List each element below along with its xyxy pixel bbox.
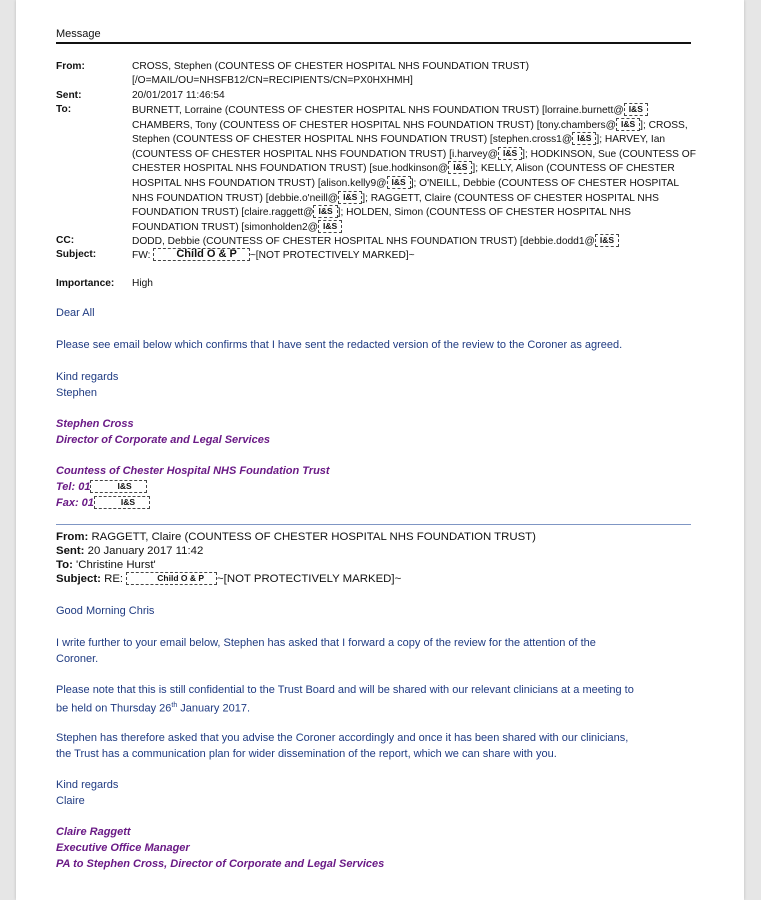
sent-value: 20/01/2017 11:46:54 xyxy=(132,90,225,101)
recipient-text: FOUNDATION TRUST) [claire.raggett@ xyxy=(132,207,314,219)
subject-suffix: ~[NOT PROTECTIVELY MARKED]~ xyxy=(249,250,415,261)
to-recipient-line xyxy=(132,118,692,134)
message-paragraph: Please see email below which confirms that I have sent the redacted version of the review to the Coroner as agreed. xyxy=(56,339,623,351)
to-recipient-line xyxy=(132,103,692,119)
recipient-text: (COUNTESS OF CHESTER HOSPITAL NHS FOUNDATION TRUST) [i.harvey@ xyxy=(132,148,498,160)
fw-paragraph2-line1: Please note that this is still confidential to the Trust Board and will be shared with our relevant clinicians at a meeting to xyxy=(56,684,634,696)
fw-closing-name: Claire xyxy=(56,795,85,807)
fw-para2-text: be held on Thursday 26 xyxy=(56,702,172,715)
fw-subject-suffix: ~[NOT PROTECTIVELY MARKED]~ xyxy=(217,573,402,585)
fw-paragraph1-line1: I write further to your email below, Stephen has asked that I forward a copy of the review for the attention of the xyxy=(56,637,596,649)
ordinal-suffix: th xyxy=(171,702,178,709)
redaction-box: I&S xyxy=(387,176,411,189)
redaction-box: I&S xyxy=(498,147,522,160)
recipient-text-tail: ]; HARVEY, Ian xyxy=(596,134,666,146)
fw-sent-value: 20 January 2017 11:42 xyxy=(87,545,204,557)
redaction-box: I&S xyxy=(338,191,362,204)
closing-name: Stephen xyxy=(56,387,97,399)
redaction-box: I&S xyxy=(595,234,619,247)
heading-rule xyxy=(56,42,691,44)
document-page xyxy=(16,0,744,900)
signature-fax xyxy=(56,495,150,511)
recipient-text: NHS FOUNDATION TRUST) [debbie.o'neill@ xyxy=(132,192,339,204)
subject-value xyxy=(132,248,692,264)
recipient-text: CHAMBERS, Tony (COUNTESS OF CHESTER HOSPITAL NHS FOUNDATION TRUST) [tony.chambers@ xyxy=(132,119,616,131)
to-label: To: xyxy=(56,104,72,115)
subject-label: Subject: xyxy=(56,249,97,260)
recipient-text: FOUNDATION TRUST) [simonholden2@ xyxy=(132,221,319,233)
fw-signature-pa: PA to Stephen Cross, Director of Corporate and Legal Services xyxy=(56,858,385,870)
message-heading: Message xyxy=(56,28,101,40)
redaction-box: I&S xyxy=(94,496,150,509)
signature-title: Director of Corporate and Legal Services xyxy=(56,434,270,446)
fw-greeting: Good Morning Chris xyxy=(56,605,155,617)
sent-label: Sent: xyxy=(56,90,82,101)
forwarded-from xyxy=(56,530,536,545)
fax-label: Fax: 01 xyxy=(56,497,94,509)
importance-label: Importance: xyxy=(56,278,115,289)
signature-tel xyxy=(56,479,147,495)
forwarded-to xyxy=(56,558,156,573)
recipient-text: CHESTER HOSPITAL NHS FOUNDATION TRUST) [sue.hodkinson@ xyxy=(132,163,449,175)
to-recipient-line xyxy=(132,176,692,192)
redaction-box: I&S xyxy=(313,205,337,218)
fw-from-label: From: xyxy=(56,531,89,543)
importance-value: High xyxy=(132,278,153,289)
recipient-text-tail: ]; HODKINSON, Sue (COUNTESS OF xyxy=(522,148,696,160)
to-recipient-line xyxy=(132,191,692,207)
to-recipient-line xyxy=(132,132,692,148)
from-label: From: xyxy=(56,61,85,72)
redaction-box: I&S xyxy=(90,480,146,493)
forward-divider xyxy=(56,524,691,525)
cc-label: CC: xyxy=(56,235,75,246)
fw-para2-text-tail: January 2017. xyxy=(177,702,251,715)
recipient-text-tail: ]; CROSS, xyxy=(640,119,688,131)
fw-subject-label: Subject: xyxy=(56,573,101,585)
fw-paragraph2-line2 xyxy=(56,698,696,717)
to-recipient-line xyxy=(132,147,696,163)
greeting: Dear All xyxy=(56,307,95,319)
signature-name: Stephen Cross xyxy=(56,418,134,430)
fw-signature-title: Executive Office Manager xyxy=(56,842,190,854)
forwarded-subject xyxy=(56,572,401,587)
fw-subject-redaction-box: Child O & P xyxy=(126,572,217,585)
fw-to-value: 'Christine Hurst' xyxy=(76,559,156,571)
recipient-text-tail: ]; O'NEILL, Debbie (COUNTESS OF CHESTER HOSPITAL xyxy=(410,178,680,189)
redaction-box: I&S xyxy=(318,220,342,233)
fw-paragraph3-line1: Stephen has therefore asked that you advise the Coroner accordingly and once it has been shared with our clinicians, xyxy=(56,732,629,744)
fw-paragraph1-line2: Coroner. xyxy=(56,653,99,665)
subject-prefix: FW: xyxy=(132,250,151,261)
email-header-fields xyxy=(56,60,696,300)
fw-subject-prefix: RE: xyxy=(104,573,124,585)
from-value-line1: CROSS, Stephen (COUNTESS OF CHESTER HOSPITAL NHS FOUNDATION TRUST) xyxy=(132,61,529,72)
recipient-text-tail: ]; KELLY, Alison (COUNTESS OF CHESTER xyxy=(472,163,675,175)
fw-to-label: To: xyxy=(56,559,73,571)
recipient-text-tail: ]; RAGGETT, Claire (COUNTESS OF CHESTER HOSPITAL NHS xyxy=(362,192,659,204)
redaction-box: I&S xyxy=(616,118,640,131)
closing-line: Kind regards xyxy=(56,371,119,383)
to-recipient-line xyxy=(132,161,692,177)
subject-redaction-box: Child O & P xyxy=(153,248,250,261)
recipient-text-tail: ]; HOLDEN, Simon (COUNTESS OF CHESTER HOSPITAL NHS xyxy=(337,207,631,219)
fw-closing-line: Kind regards xyxy=(56,779,119,791)
to-recipient-line xyxy=(132,205,692,221)
fw-from-value: RAGGETT, Claire (COUNTESS OF CHESTER HOSPITAL NHS FOUNDATION TRUST) xyxy=(91,531,536,543)
redaction-box: I&S xyxy=(624,103,648,116)
recipient-text: HOSPITAL NHS FOUNDATION TRUST) [alison.kelly9@ xyxy=(132,178,387,189)
signature-organisation: Countess of Chester Hospital NHS Foundation Trust xyxy=(56,465,330,477)
fw-signature-name: Claire Raggett xyxy=(56,826,131,838)
recipient-text: Stephen (COUNTESS OF CHESTER HOSPITAL NHS FOUNDATION TRUST) [stephen.cross1@ xyxy=(132,134,573,146)
redaction-box: I&S xyxy=(448,161,472,174)
cc-text: DODD, Debbie (COUNTESS OF CHESTER HOSPITAL NHS FOUNDATION TRUST) [debbie.dodd1@ xyxy=(132,236,595,247)
fw-paragraph3-line2: the Trust has a communication plan for wider dissemination of the report, which we can share with you. xyxy=(56,748,557,760)
redaction-box: I&S xyxy=(572,132,596,145)
tel-label: Tel: 01 xyxy=(56,481,91,493)
forwarded-sent xyxy=(56,544,203,559)
recipient-text: BURNETT, Lorraine (COUNTESS OF CHESTER HOSPITAL NHS FOUNDATION TRUST) [lorraine.burnett@ xyxy=(132,105,624,116)
fw-sent-label: Sent: xyxy=(56,545,85,557)
from-value-line2: [/O=MAIL/OU=NHSFB12/CN=RECIPIENTS/CN=PX0HXHMH] xyxy=(132,75,413,86)
